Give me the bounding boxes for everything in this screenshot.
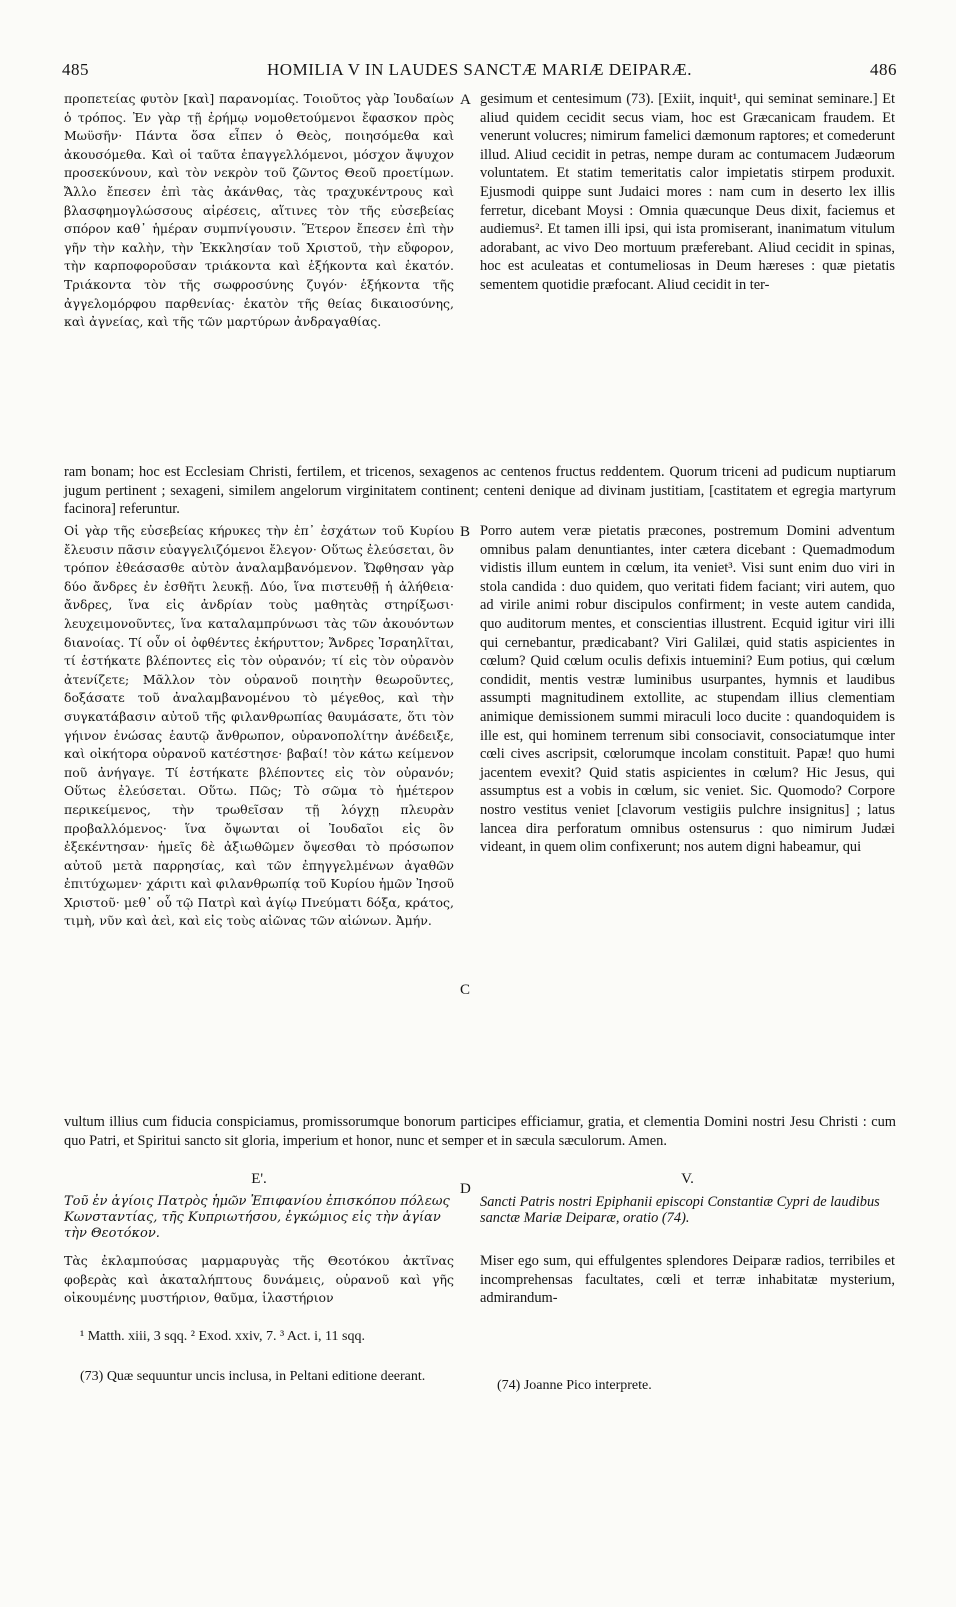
title-latin: Sancti Patris nostri Epiphanii episcopi Constantiæ Cypri de laudibus sanctæ Mariæ Deiparæ, oratio (74). [480, 1194, 880, 1226]
greek-column-section1 [64, 90, 454, 332]
footnote-references: ¹ Matth. xiii, 3 sqq. ² Exod. xxiv, 7. ³ Act. i, 11 sqq. [80, 1329, 365, 1344]
latin-fullwidth-section1 [64, 463, 896, 519]
greek-paragraph: προπετείας φυτὸν [καὶ] παρανομίας. Τοιοῦτος γὰρ Ἰουδαίων ὁ τρόπος. Ἐν γὰρ τῇ ἐρήμῳ νομοθετούμενοι ἔφασκον πρὸς Μωϋσῆν· Πάντα ὅσα εἶπεν ὁ Θεὸς, ποιησόμεθα καὶ ἀκουσόμεθα. Καὶ οἱ ταῦτα ἐπαγγελλόμενοι, μόσχον ἄψυχον προσεκύνουν, καὶ τὸν νεκρὸν τοῦ ζῶντος Θεοῦ προετίμων. Ἄλλο ἔπεσεν ἐπὶ τὰς ἀκάνθας, τὰς τραχυκέντρους καὶ βλασφημογλώσσους αἱρέσεις, αἵτινες τὸν τῆς εὐσεβείας σπόρον καθ᾽ ἡμέραν συμπνίγουσιν. Ἕτερον ἔπεσεν ἐπὶ τὴν γῆν τὴν καλὴν, τὴν Ἐκκλησίαν τοῦ Χριστοῦ, τὴν εὔφορον, τὴν καρποφοροῦσαν τριάκοντα καὶ ἑξήκοντα καὶ ἑκατόν. Τριάκοντα τὸν τῆς σωφροσύνης ζυγόν· ἑξήκοντα τῆς ἀγγελομόρφου παρθενίας· ἑκατὸν τῆς θείας δικαιοσύνης, καὶ ἀγνείας, καὶ τῆς τῶν μαρτύρων ἀνδραγαθίας. [64, 91, 454, 330]
greek-column-section3 [64, 1252, 454, 1308]
margin-marker-c: C [460, 982, 471, 998]
greek-column-section2 [64, 522, 454, 931]
running-header [62, 60, 897, 84]
latin-column-section3 [480, 1252, 895, 1308]
title-greek: Τοῦ ἐν ἁγίοις Πατρὸς ἡμῶν Ἐπιφανίου ἐπισκόπου πόλεως Κωνσταντίας, τῆς Κυπριωτήσου, ἐγκώμιος εἰς τὴν ἁγίαν τὴν Θεοτόκον. [64, 1194, 450, 1241]
running-title: HOMILIA V IN LAUDES SANCTÆ MARIÆ DEIPARÆ. [267, 60, 692, 79]
section-heading-latin: V. [681, 1171, 694, 1187]
footnote-74: (74) Joanne Pico interprete. [497, 1378, 652, 1393]
margin-marker-a: A [460, 92, 471, 108]
latin-column-section1 [480, 90, 895, 295]
margin-marker-d: D [460, 1181, 471, 1197]
section-heading-greek: Ε'. [251, 1171, 267, 1187]
latin-paragraph: Porro autem veræ pietatis præcones, postremum Domini adventum omnibus palam denuntiantes, inter cætera dicebant : Quemadmodum vidistis illum euntem in cœlum, ita veniet³. Visi sunt enim duo viri in stola candida : duo quidem, quo veritati fidem faciant; viri autem, quo ad virile animi robur discipulos confirment; in veste autem candida, quo auditorum mentes, et conscientias illustrent. Ecquid igitur viri illi qui cernebantur, prædicabant? Viri Galilæi, quid statis aspicientes in cœlum? Quid cœlum oculis defixis intuemini? Eum potius, qui cœlum condidit, mentis vestræ luminibus usurpantes, hymnis et laudibus assumpti magnitudinem extollite, ac stupendam illius clementiam animique demissionem summi miraculi loco ducite : quandoquidem is ille est, qui hominem terrenum sibi consociavit, consociatumque inter cœli cives ascripsit, cœlorumque incolam constituit. Papæ! quo humi jacentem evexit? Quid statis aspicientes in cœlum? Hic Jesus, qui assumptus est a vobis in cœlum, sic veniet. Sic. Quomodo? Corpore nostro vestitus veniet [clavorum vestigiis pulchre insignitus] ; latus lancea dira perforatum omnibus ostensurus : quo nimirum Judæi videant, in quem olim confixerunt; nos autem digni habeamur, qui [480, 523, 895, 856]
latin-paragraph: gesimum et centesimum (73). [Exiit, inquit¹, qui seminat seminare.] Et aliud quidem cecidit secus viam, hoc est Græcanicam fraudem. Et venerunt volucres; nimirum famelici dæmonum raptores; et comederunt illud. Aliud cecidit in petras, nempe duram ac contumacem Judæorum voluntatem. Et statim temeritatis calor impietatis stirpem produxit. Ejusmodi quippe sunt Judaici mores : nam cum in deserto lex illis ferretur, dicebant Moysi : Omnia quæcunque Deus dixit, faciemus et audiemus². Et tamen illi ipsi, qui ista promiserant, inanimatum vitulum adorabant, ac vivo Deo mortuum præferebant. Aliud cecidit in spinas, hoc est aculeatas et contumeliosas in Deum hæreses : quæ pietatis sementem quotidie præfocant. Aliud cecidit in ter- [480, 91, 895, 293]
margin-marker-b: B [460, 524, 471, 540]
latin-paragraph: Miser ego sum, qui effulgentes splendores Deiparæ radios, terribiles et incomprehensas facultates, cœli et terræ inhabitatæ mysterium, admirandum- [480, 1253, 895, 1307]
latin-paragraph: vultum illius cum fiducia conspiciamus, promissorumque bonorum participes efficiamur, gratia, et clementia Domini nostri Jesu Christi : cum quo Patri, et Spiritui sancto sit gloria, imperium et honor, nunc et semper et in sæcula sæculorum. Amen. [64, 1114, 896, 1149]
greek-paragraph: Οἱ γὰρ τῆς εὐσεβείας κήρυκες τὴν ἐπ᾽ ἐσχάτων τοῦ Κυρίου ἔλευσιν πᾶσιν εὐαγγελιζόμενοι ἔλεγον· Οὕτως ἐλεύσεται, ὃν τρόπον ἐθεάσασθε αὐτὸν ἀναλαμβανόμενον. Ὤφθησαν γὰρ δύο ἄνδρες ἐν ἐσθῆτι λευκῇ. Δύο, ἵνα πιστευθῇ ἡ ἀλήθεια· ἄνδρες, ἵνα εἰς ἀνδρίαν τοὺς μαθητὰς στηρίξωσι· λευχειμονοῦντες, ἵνα καταλαμπρύνωσι τὰς τῶν ἀκουόντων διανοίας. Τί οὖν οἱ ὀφθέντες ἐκήρυττον; Ἄνδρες Ἰσραηλῖται, τί ἑστήκατε βλέποντες εἰς τὸν οὐρανόν; τί εἰς τὸν οὐρανὸν ἀτενίζετε; Μᾶλλον τὸν οὐρανοῦ ποιητὴν θεωροῦντες, δοξάσατε τοῦ ἀναλαμβανομένου τὸ μέγεθος, καὶ τὴν συγκατάβασιν αὐτοῦ τῆς φιλανθρωπίας θαυμάσατε, ὅτι τὸν γήινον ἑνώσας ἑαυτῷ ἄνθρωπον, οὐρανοπολίτην ἀνέδειξε, καὶ οἰκήτορα οὐρανοῦ κατέστησε· βαβαί! τὸν κάτω κείμενον ποῦ ἀνήγαγε. Τί ἑστήκατε βλέποντες εἰς τὸν οὐρανόν; Οὕτως ἐλεύσεται. Οὕτω. Πῶς; Τὸ σῶμα τὸ ἡμέτερον περικείμενος, τὴν τρωθεῖσαν τῇ λόγχῃ πλευρὰν προβαλλόμενος· ἵνα ὄψωνται οἱ Ἰουδαῖοι εἰς ὃν ἐξεκέντησαν· ἡμεῖς δὲ ἀξιωθῶμεν ὄψεσθαι τὸ πρόσωπον αὐτοῦ μετὰ παρρησίας, καὶ τῶν ἐπηγγελμένων ἀγαθῶν ἐπιτύχωμεν· χάριτι καὶ φιλανθρωπίᾳ τοῦ Κυρίου ἡμῶν Ἰησοῦ Χριστοῦ· μεθ᾽ οὗ τῷ Πατρὶ καὶ ἁγίῳ Πνεύματι δόξα, κράτος, τιμὴ, νῦν καὶ ἀεὶ, καὶ εἰς τοὺς αἰῶνας τῶν αἰώνων. Ἀμήν. [64, 523, 454, 929]
page-number-right: 486 [870, 60, 897, 79]
latin-fullwidth-section2 [64, 1113, 896, 1150]
greek-paragraph: Τὰς ἐκλαμπούσας μαρμαρυγὰς τῆς Θεοτόκου ἀκτῖνας φοβερὰς καὶ ἀκαταλήπτους δυνάμεις, οὐρανοῦ καὶ γῆς οἰκουμένης μυστήριον, θαῦμα, ἱλαστήριον [64, 1253, 454, 1306]
latin-column-section2 [480, 522, 895, 857]
page-number-left: 485 [62, 60, 89, 79]
footnote-73: (73) Quæ sequuntur uncis inclusa, in Peltani editione deerant. [80, 1369, 426, 1384]
latin-paragraph: ram bonam; hoc est Ecclesiam Christi, fertilem, et tricenos, sexagenos ac centenos fructus reddentem. Quorum triceni ad pudicum nuptiarum jugum pertinent ; sexageni, similem angelorum virginitatem continent; centeni denique ad divinam justitiam, [castitatem et egregia martyrum facinora] referuntur. [64, 464, 896, 518]
